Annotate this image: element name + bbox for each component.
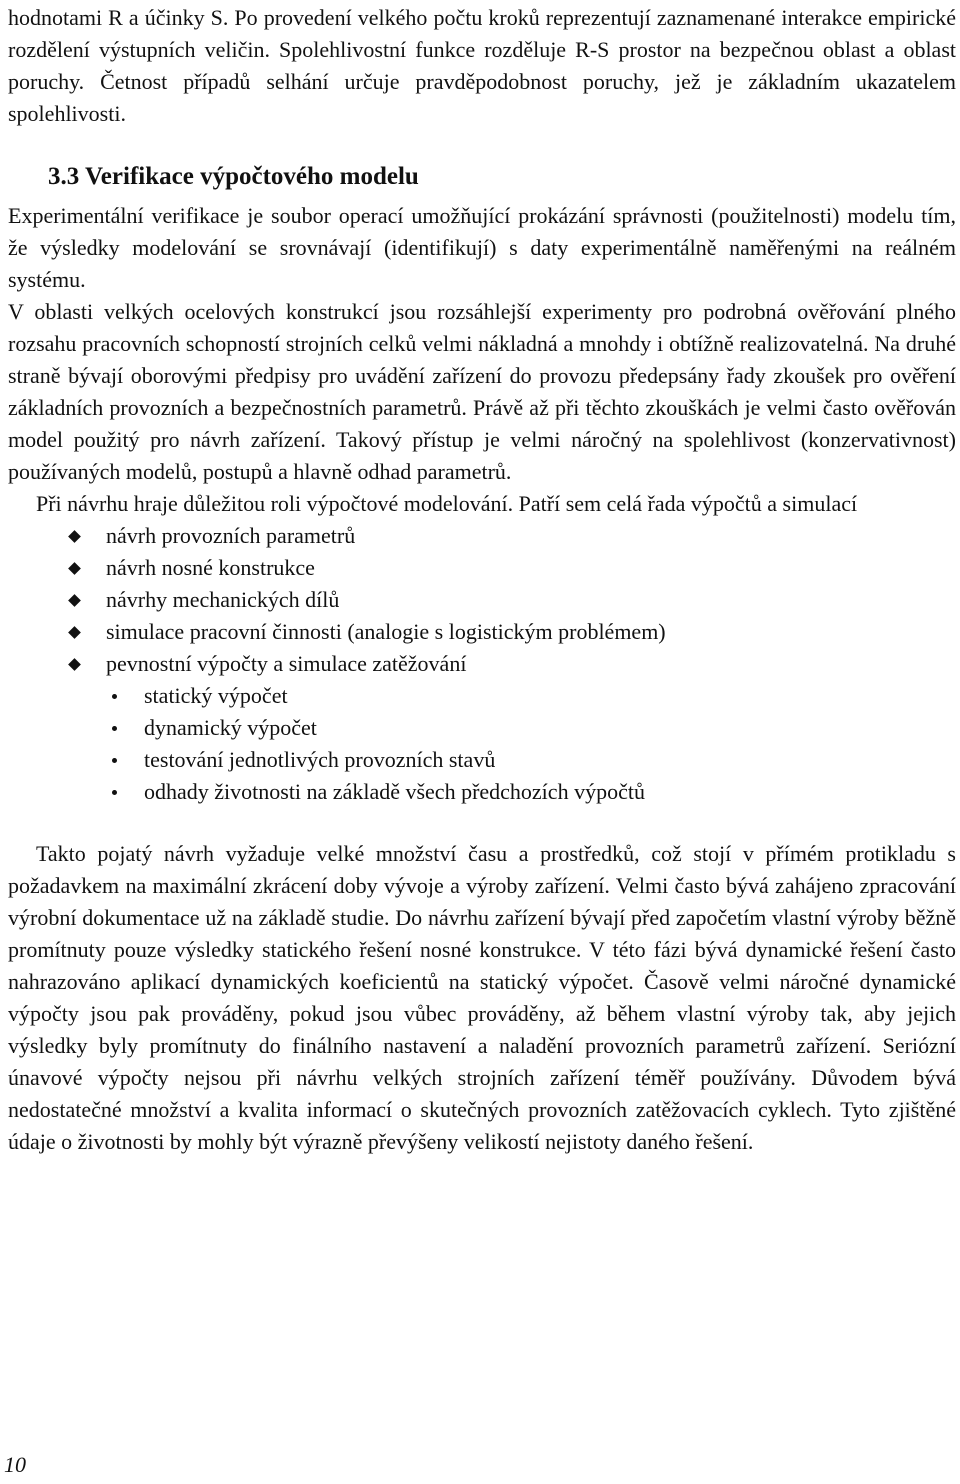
list-item: statický výpočet: [8, 680, 956, 712]
section-heading: 3.3 Verifikace výpočtového modelu: [48, 163, 419, 190]
dot-bullet-icon: [112, 790, 117, 795]
dot-bullet-icon: [112, 758, 117, 763]
list-item: návrh nosné konstrukce: [8, 552, 956, 584]
closing-paragraph: Takto pojatý návrh vyžaduje velké množství času a prostředků, což stojí v přímém protikladu s požadavkem na maximální zkrácení doby vývoje a výroby zařízení. Velmi často bývá zahájeno zpracování výrobní dokumentace už na základě studie. Do návrhu zařízení bývají před započetím vlastní výroby běžně promítnuty pouze výsledky statického řešení nosné konstrukce. V této fázi bývá dynamické řešení často nahrazováno aplikací dynamických koeficientů na statický výpočet. Časově velmi náročné dynamické výpočty jsou pak prováděny, pokud jsou vůbec prováděny, až během vlastní výroby tak, aby jejich výsledky byly promítnuty do finálního nastavení a naladění provozních parametrů zařízení. Seriózní únavové výpočty nejsou při návrhu velkých strojních zařízení téměř používány. Důvodem bývá nedostatečné množství a kvalita informací o skutečných provozních zatěžovacích cyklech. Tyto zjištěné údaje o životnosti by mohly být výrazně převýšeny velikostí nejistoty daného řešení.: [8, 841, 956, 1154]
list-item: testování jednotlivých provozních stavů: [8, 744, 956, 776]
list-item: pevnostní výpočty a simulace zatěžování: [8, 648, 956, 680]
paragraph-modeling-intro: Při návrhu hraje důležitou roli výpočtové modelování. Patří sem celá řada výpočtů a simulací: [36, 491, 858, 516]
list-item: simulace pracovní činnosti (analogie s logistickým problémem): [8, 616, 956, 648]
paragraph-steel-structures: V oblasti velkých ocelových konstrukcí jsou rozsáhlejší experimenty pro podrobná ověřování plného rozsahu pracovních schopností strojních celků velmi nákladná a mnohdy i obtížně realizovatelná. Na druhé straně bývají oborovými předpisy pro uvádění zařízení do provozu předepsány řady zkoušek pro ověření základních provozních a bezpečnostních parametrů. Právě až při těchto zkouškách je velmi často ověřován model použitý pro návrh zařízení. Takový přístup je velmi náročný na spolehlivost (konzervativnost) používaných modelů, postupů a hlavně odhad parametrů.: [8, 299, 956, 484]
spacer: [8, 808, 956, 838]
document-page: [8, 0, 956, 1158]
diamond-bullet-icon: [68, 658, 81, 671]
paragraph-verification: Experimentální verifikace je soubor operací umožňující prokázání správnosti (použitelnosti) modelu tím, že výsledky modelování se srovnávají (identifikují) s daty experimentálně naměřenými na reálném systému.: [8, 203, 956, 292]
intro-paragraph: hodnotami R a účinky S. Po provedení velkého počtu kroků reprezentují zaznamenané interakce empirické rozdělení výstupních veličin. Spolehlivostní funkce rozděluje R-S prostor na bezpečnou oblast a oblast poruchy. Četnost případů selhání určuje pravděpodobnost poruchy, jež je základním ukazatelem spolehlivosti.: [8, 5, 956, 126]
diamond-bullet-icon: [68, 626, 81, 639]
diamond-bullet-icon: [68, 562, 81, 575]
diamond-bullet-icon: [68, 530, 81, 543]
dot-bullet-icon: [112, 694, 117, 699]
list-item: návrh provozních parametrů: [8, 520, 956, 552]
list-level2: [8, 680, 956, 808]
list-item: odhady životnosti na základě všech předchozích výpočtů: [8, 776, 956, 808]
dot-bullet-icon: [112, 726, 117, 731]
page-number: 10: [4, 1452, 26, 1477]
list-item: návrhy mechanických dílů: [8, 584, 956, 616]
list-item: dynamický výpočet: [8, 712, 956, 744]
list-level1: [8, 520, 956, 680]
diamond-bullet-icon: [68, 594, 81, 607]
